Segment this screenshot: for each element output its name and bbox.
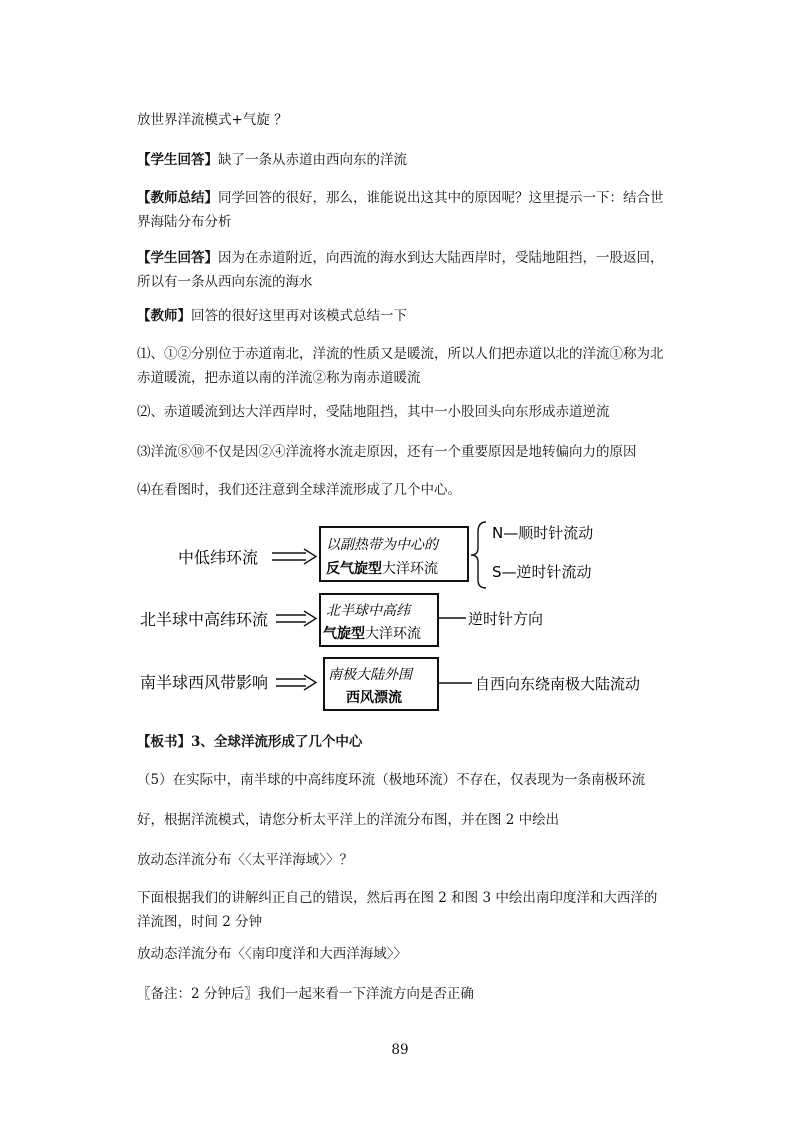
paragraph: ⑶洋流⑧⑩不仅是因②④洋流将水流走原因，还有一个重要原因是地转偏向力的原因 [137, 444, 637, 460]
paragraph: ⑷在看图时，我们还注意到全球洋流形成了几个中心。 [137, 482, 461, 498]
row1-branch-n: N—顺时针流动 [492, 524, 594, 542]
paragraph: 好，根据洋流模式，请您分析太平洋上的洋流分布图，并在图 2 中绘出 [137, 812, 560, 828]
row1-box-bottom: 反气旋型大洋环流 [326, 561, 438, 577]
row1-source: 中低纬环流 [178, 548, 259, 567]
paragraph: 下面根据我们的讲解纠正自己的错误，然后再在图 2 和图 3 中绘出南印度洋和大西洋的洋流图，时间 2 分钟 [137, 890, 658, 930]
paragraph: 【学生回答】缺了一条从赤道由西向东的洋流 [137, 152, 407, 168]
row2-box-top: 北半球中高纬 [326, 603, 410, 619]
paragraph: 放动态洋流分布〈〈太平洋海域〉〉？ [137, 852, 353, 868]
board-heading: 【板书】3、全球洋流形成了几个中心 [137, 734, 363, 750]
paragraph: 放动态洋流分布〈〈南印度洋和大西洋海域〉〉 [137, 946, 407, 962]
ocean-current-diagram [0, 518, 800, 718]
paragraph: 【教师总结】同学回答的很好，那么，谁能说出这其中的原因呢？这里提示一下：结合世界海陆分布分析 [137, 190, 664, 230]
row3-box-top: 南极大陆外围 [328, 667, 412, 683]
paragraph: ⑵、赤道暖流到达大洋西岸时，受陆地阻挡，其中一小股回头向东形成赤道逆流 [137, 404, 610, 420]
row3-box-bottom: 西风漂流 [346, 690, 402, 706]
row3-result: 自西向东绕南极大陆流动 [475, 675, 641, 693]
row2-result: 逆时针方向 [468, 610, 544, 628]
row1-branch-s: S—逆时针流动 [492, 563, 592, 581]
paragraph: ⑴、①②分别位于赤道南北，洋流的性质又是暖流，所以人们把赤道以北的洋流①称为北赤道暖流，把赤道以南的洋流②称为南赤道暖流 [137, 346, 664, 386]
row2-source: 北半球中高纬环流 [140, 610, 269, 629]
row3-arrow [276, 675, 316, 690]
row1-arrow [272, 549, 316, 564]
row2-box-bottom: 气旋型大洋环流 [323, 626, 421, 642]
paragraph: 放世界洋流模式+气旋 ？ [137, 112, 288, 128]
page-number: 89 [391, 1042, 409, 1058]
paragraph: 【学生回答】因为在赤道附近，向西流的海水到达大陆西岸时，受陆地阻挡，一股返回，所以有一条从西向东流的海水 [137, 250, 664, 290]
row1-brace [471, 522, 486, 588]
paragraph: （5）在实际中，南半球的中高纬度环流（极地环流）不存在，仅表现为一条南极环流 [137, 772, 646, 788]
paragraph: 【教师】回答的很好这里再对该模式总结一下 [137, 308, 407, 324]
paragraph: 〖备注：2 分钟后〗我们一起来看一下洋流方向是否正确 [137, 986, 474, 1002]
row2-arrow [276, 611, 316, 626]
row1-box-top: 以副热带为中心的 [326, 537, 438, 553]
row3-source: 南半球西风带影响 [140, 673, 269, 692]
